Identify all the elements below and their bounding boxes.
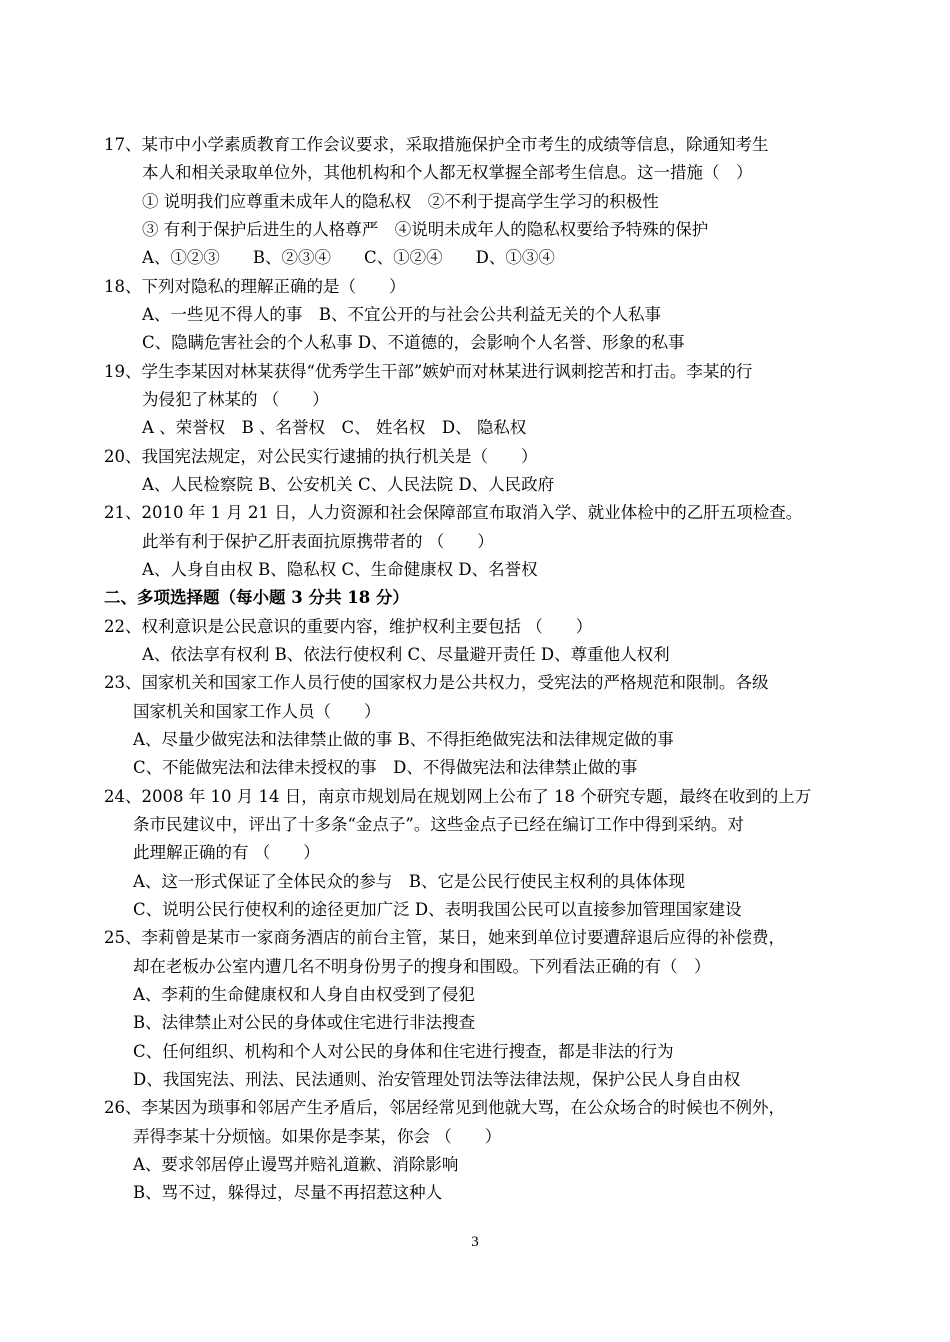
question-18-options: C、隐瞒危害社会的个人私事 D、不道德的，会影响个人名誉、形象的私事	[142, 333, 685, 352]
question-26-option-b: B、骂不过，躲得过，尽量不再招惹这种人	[133, 1183, 443, 1202]
question-18-options: A、一些见不得人的事 B、不宜公开的与社会公共利益无关的个人私事	[142, 305, 662, 324]
question-23-options: A、尽量少做宪法和法律禁止做的事 B、不得拒绝做宪法和法律规定做的事	[133, 730, 674, 749]
question-17-stem-cont: 本人和相关录取单位外，其他机构和个人都无权掌握全部考生信息。这一措施（ ）	[142, 163, 753, 182]
page-number: 3	[471, 1234, 479, 1250]
question-25-option-b: B、法律禁止对公民的身体或住宅进行非法搜查	[133, 1013, 476, 1032]
question-26-option-a: A、要求邻居停止谩骂并赔礼道歉、消除影响	[133, 1155, 459, 1174]
question-19-stem-cont: 为侵犯了林某的 （ ）	[142, 390, 329, 409]
question-26-stem: 26、李某因为琐事和邻居产生矛盾后，邻居经常见到他就大骂，在公众场合的时候也不例外，	[104, 1098, 785, 1117]
question-20-stem: 20、我国宪法规定，对公民实行逮捕的执行机关是（ ）	[104, 447, 538, 466]
question-18-stem: 18、下列对隐私的理解正确的是（ ）	[104, 277, 406, 296]
question-17-stem: 17、某市中小学素质教育工作会议要求，采取措施保护全市考生的成绩等信息，除通知考生	[104, 135, 769, 154]
question-23-options: C、不能做宪法和法律未授权的事 D、不得做宪法和法律禁止做的事	[133, 758, 638, 777]
question-25-option-c: C、任何组织、机构和个人对公民的身体和住宅进行搜查，都是非法的行为	[133, 1042, 674, 1061]
question-17-options: A、①②③ B、②③④ C、①②④ D、①③④	[142, 248, 555, 267]
question-24-options: A、这一形式保证了全体民众的参与 B、它是公民行使民主权利的具体体现	[133, 872, 686, 891]
question-23-stem-cont: 国家机关和国家工作人员（ ）	[133, 702, 381, 721]
question-17-statement: ① 说明我们应尊重未成年人的隐私权 ②不利于提高学生学习的积极性	[142, 192, 659, 211]
question-23-stem: 23、国家机关和国家工作人员行使的国家权力是公共权力，受宪法的严格规范和限制。各级	[104, 673, 769, 692]
question-22-stem: 22、权利意识是公民意识的重要内容，维护权利主要包括 （ ）	[104, 617, 593, 636]
question-19-options: A 、荣誉权 B 、名誉权 C、 姓名权 D、 隐私权	[142, 418, 527, 437]
question-24-stem-cont: 条市民建议中，评出了十多条“金点子”。这些金点子已经在编订工作中得到采纳。对	[133, 815, 744, 834]
question-21-stem: 21、2010 年 1 月 21 日，人力资源和社会保障部宣布取消入学、就业体检中的乙肝五项检查。	[104, 503, 803, 522]
question-24-stem-cont: 此理解正确的有 （ ）	[133, 843, 320, 862]
question-25-option-d: D、我国宪法、刑法、民法通则、治安管理处罚法等法律法规，保护公民人身自由权	[133, 1070, 741, 1089]
section-heading: 二、多项选择题（每小题 3 分共 18 分）	[104, 588, 409, 607]
question-25-option-a: A、李莉的生命健康权和人身自由权受到了侵犯	[133, 985, 475, 1004]
question-22-options: A、依法享有权利 B、依法行使权利 C、尽量避开责任 D、尊重他人权利	[142, 645, 670, 664]
question-26-stem-cont: 弄得李某十分烦恼。如果你是李某，你会 （ ）	[133, 1127, 502, 1146]
question-19-stem: 19、学生李某因对林某获得“优秀学生干部”嫉妒而对林某进行讽刺挖苦和打击。李某的行	[104, 362, 753, 381]
question-21-stem-cont: 此举有利于保护乙肝表面抗原携带者的 （ ）	[142, 532, 494, 551]
question-25-stem: 25、李莉曾是某市一家商务酒店的前台主管，某日，她来到单位讨要遭辞退后应得的补偿费，	[104, 928, 785, 947]
question-21-options: A、人身自由权 B、隐私权 C、生命健康权 D、名誉权	[142, 560, 538, 579]
question-20-options: A、人民检察院 B、公安机关 C、人民法院 D、人民政府	[142, 475, 555, 494]
question-25-stem-cont: 却在老板办公室内遭几名不明身份男子的搜身和围殴。下列看法正确的有（ ）	[133, 957, 711, 976]
question-17-statement: ③ 有利于保护后进生的人格尊严 ④说明未成年人的隐私权要给予特殊的保护	[142, 220, 709, 239]
question-24-stem: 24、2008 年 10 月 14 日，南京市规划局在规划网上公布了 18 个研究专题，最终在收到的上万	[104, 787, 812, 806]
question-24-options: C、说明公民行使权利的途径更加广泛 D、表明我国公民可以直接参加管理国家建设	[133, 900, 742, 919]
